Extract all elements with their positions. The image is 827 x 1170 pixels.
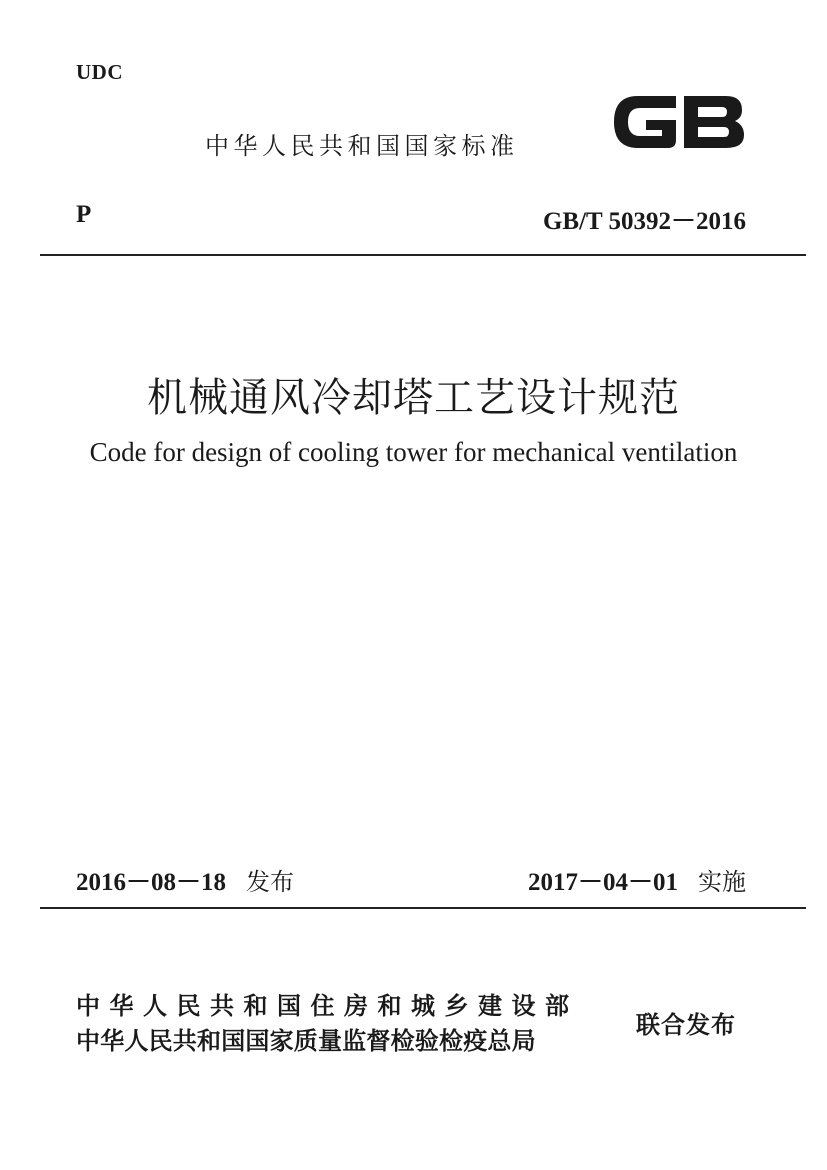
national-standard-heading: 中华人民共和国国家标准 — [205, 132, 519, 160]
udc-label: UDC — [76, 60, 123, 84]
category-code: P — [76, 201, 92, 228]
gb-logo — [608, 86, 748, 158]
issuer-aqsiq: 中华人民共和国国家质量监督检验检疫总局 — [76, 1027, 536, 1055]
issuer-ministry: 中华人民共和国住房和城乡建设部 — [76, 992, 579, 1020]
implement-date-block — [528, 862, 746, 898]
implement-label: 实施 — [698, 868, 746, 896]
standard-number: GB/T 50392－2016 — [542, 208, 746, 235]
issue-date-block — [76, 862, 294, 898]
chinese-title: 机械通风冷却塔工艺设计规范 — [147, 375, 680, 421]
joint-issue-label: 联合发布 — [636, 1011, 736, 1039]
bottom-divider — [40, 907, 806, 909]
issue-label: 发布 — [246, 868, 295, 896]
english-title: Code for design of cooling tower for mechanical ventilation — [89, 437, 738, 467]
gb-logo-icon — [608, 86, 748, 158]
issue-date: 2016－08－18 — [76, 869, 227, 896]
top-divider — [40, 254, 806, 256]
implement-date: 2017－04－01 — [527, 869, 678, 896]
